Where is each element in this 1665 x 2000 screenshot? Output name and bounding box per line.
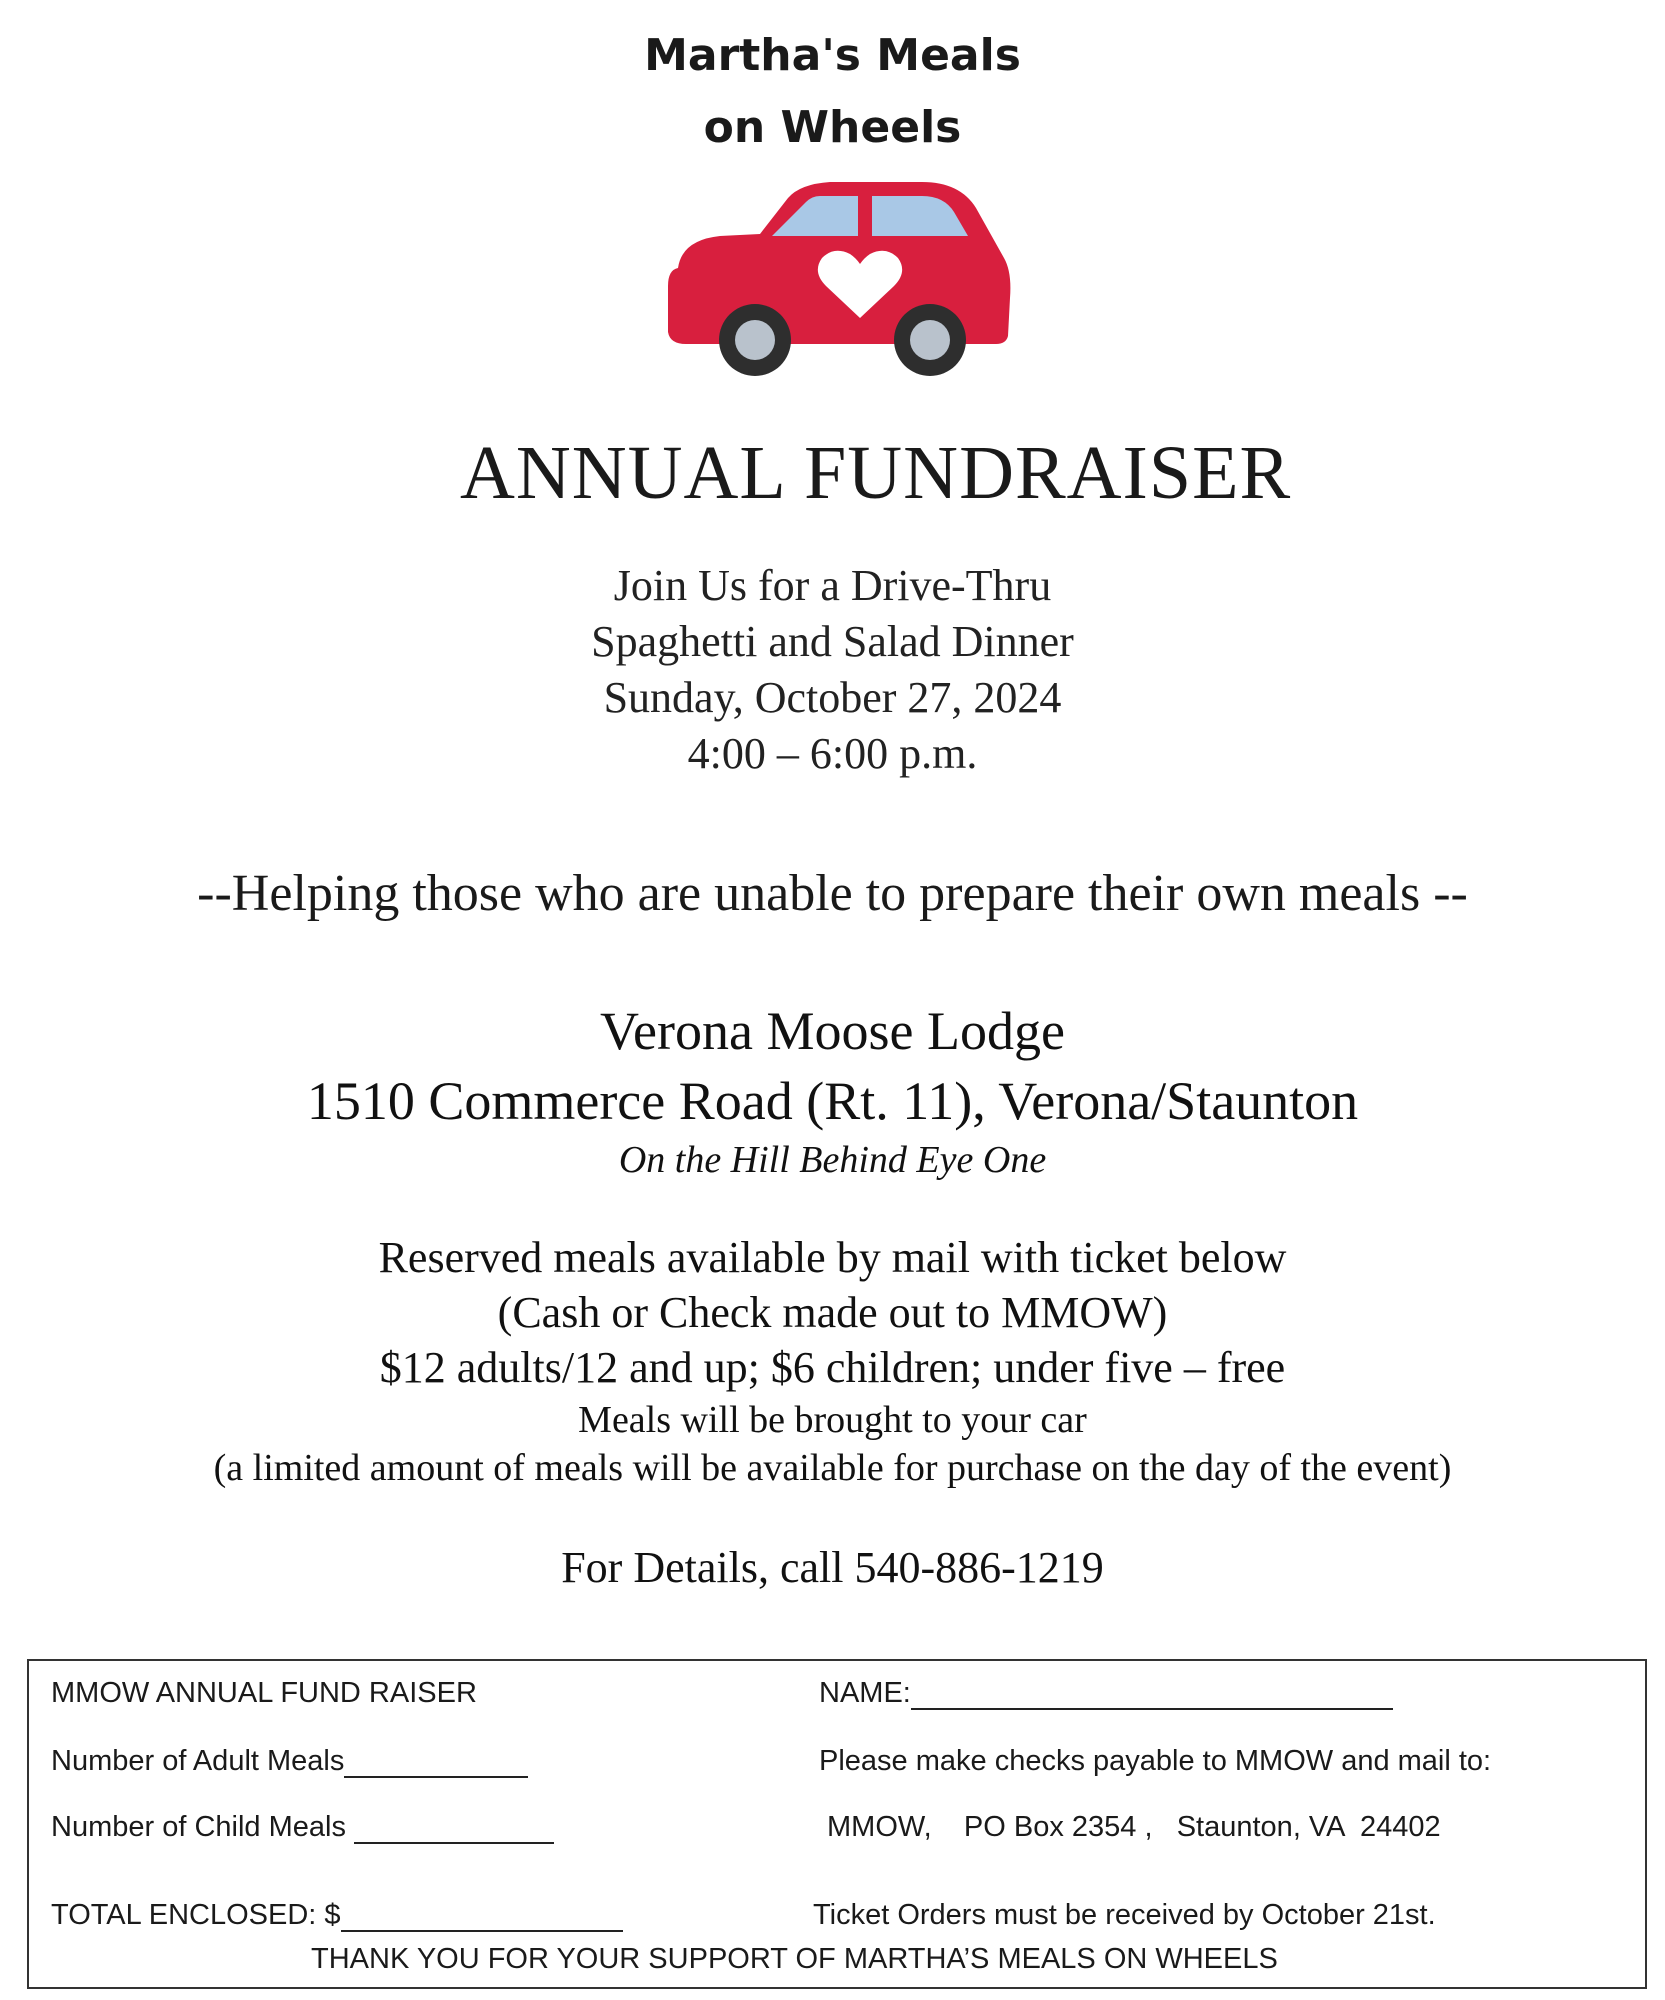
mailing-address: MMOW, PO Box 2354 , Staunton, VA 24402 bbox=[827, 1811, 1441, 1843]
adult-meals-line[interactable] bbox=[344, 1748, 528, 1778]
payable-note: Please make checks payable to MMOW and mail to: bbox=[819, 1745, 1492, 1777]
reservation-line-5: (a limited amount of meals will be available for purchase on the day of the event) bbox=[213, 1447, 1452, 1489]
venue-address: 1510 Commerce Road (Rt. 11), Verona/Staunton bbox=[306, 1071, 1359, 1131]
event-line-4: 4:00 – 6:00 p.m. bbox=[687, 729, 978, 778]
thank-you-note: THANK YOU FOR YOUR SUPPORT OF MARTHA’S MEALS ON WHEELS bbox=[311, 1943, 1278, 1975]
total-label: TOTAL ENCLOSED: $ bbox=[51, 1899, 341, 1931]
ticket-name-field[interactable] bbox=[819, 1677, 1393, 1710]
name-line[interactable] bbox=[911, 1680, 1393, 1710]
details-phone: For Details, call 540-886-1219 bbox=[561, 1543, 1104, 1592]
deadline-note: Ticket Orders must be received by October 21st. bbox=[813, 1899, 1436, 1931]
page-title: ANNUAL FUNDRAISER bbox=[460, 431, 1292, 515]
name-label: NAME: bbox=[819, 1677, 911, 1709]
event-line-2: Spaghetti and Salad Dinner bbox=[591, 617, 1074, 666]
org-name-line2: on Wheels bbox=[703, 102, 962, 153]
org-name-line1: Martha's Meals bbox=[644, 30, 1021, 81]
total-enclosed-field[interactable] bbox=[51, 1899, 623, 1932]
reservation-line-4: Meals will be brought to your car bbox=[578, 1399, 1087, 1441]
child-meals-label: Number of Child Meals bbox=[51, 1811, 354, 1843]
car-window-pillar bbox=[858, 194, 872, 238]
venue-note: On the Hill Behind Eye One bbox=[618, 1139, 1047, 1181]
red-car-heart-icon bbox=[660, 168, 1030, 378]
ticket-form bbox=[27, 1659, 1647, 1989]
adult-meals-field[interactable] bbox=[51, 1745, 528, 1778]
event-line-1: Join Us for a Drive-Thru bbox=[613, 561, 1052, 610]
reservation-prices: $12 adults/12 and up; $6 children; under five – free bbox=[379, 1343, 1286, 1392]
reservation-line-1: Reserved meals available by mail with ticket below bbox=[378, 1233, 1287, 1282]
reservation-line-2: (Cash or Check made out to MMOW) bbox=[497, 1288, 1168, 1337]
ticket-heading: MMOW ANNUAL FUND RAISER bbox=[51, 1677, 477, 1709]
total-line[interactable] bbox=[341, 1902, 623, 1932]
child-meals-field[interactable] bbox=[51, 1811, 554, 1844]
tagline: --Helping those who are unable to prepare their own meals -- bbox=[197, 865, 1468, 922]
child-meals-line[interactable] bbox=[354, 1814, 554, 1844]
adult-meals-label: Number of Adult Meals bbox=[51, 1745, 345, 1777]
venue-name: Verona Moose Lodge bbox=[600, 1001, 1065, 1061]
event-line-3: Sunday, October 27, 2024 bbox=[603, 673, 1062, 722]
